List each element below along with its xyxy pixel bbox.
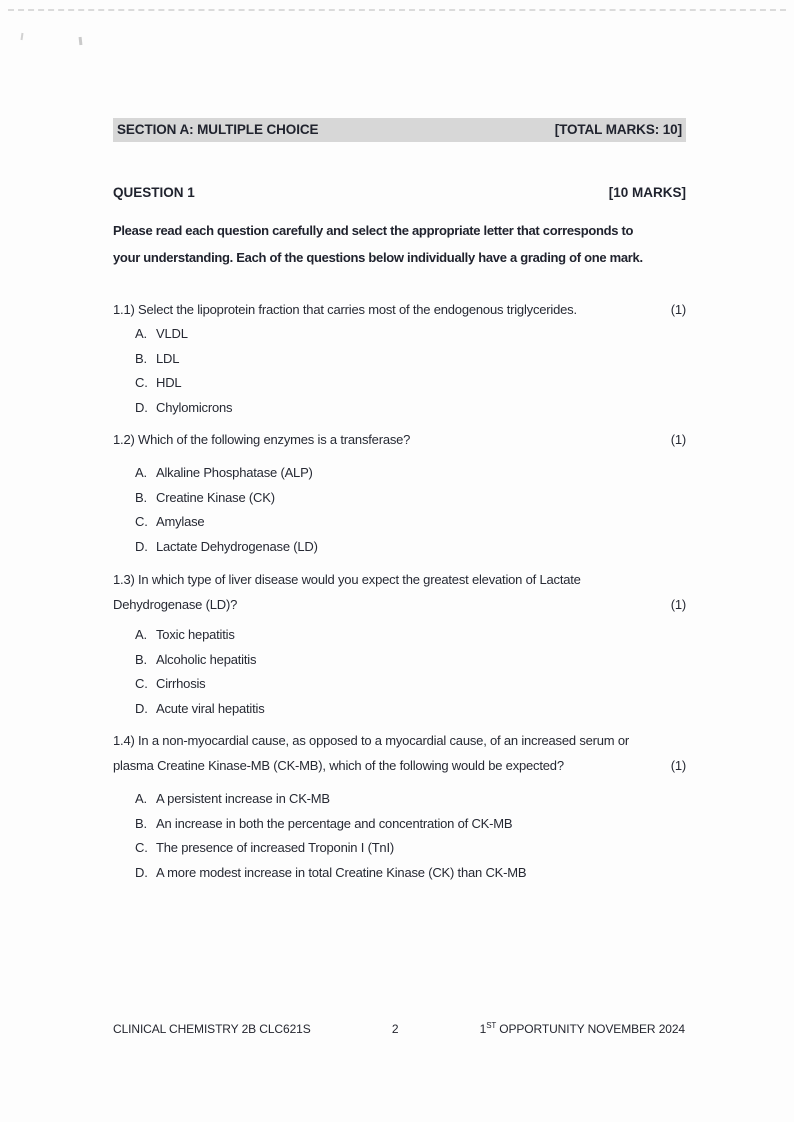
option-row <box>135 697 686 722</box>
marks-label: (1) <box>670 597 686 612</box>
options-list <box>135 787 686 885</box>
scan-artifact-speck <box>79 37 83 45</box>
option-row <box>135 861 686 886</box>
instructions <box>113 217 686 271</box>
footer-opportunity-ordinal: ST <box>486 1021 497 1030</box>
option-row <box>135 486 686 511</box>
option-letter: A. <box>135 326 147 341</box>
option-row <box>135 396 686 421</box>
option-text: Toxic hepatitis <box>156 627 235 642</box>
page-footer <box>113 1022 685 1036</box>
option-text: Chylomicrons <box>156 399 233 415</box>
option-letter: A. <box>135 627 147 642</box>
option-letter: D. <box>135 399 148 415</box>
option-letter: C. <box>135 375 148 390</box>
question-stem <box>113 567 686 617</box>
option-row <box>135 812 686 837</box>
question-title: QUESTION 1 <box>113 185 195 200</box>
scan-artifact-speck <box>21 33 24 40</box>
option-row <box>135 535 686 560</box>
option-text: An increase in both the percentage and concentration of CK-MB <box>156 815 513 831</box>
options-list <box>135 322 686 420</box>
option-letter: C. <box>135 676 148 691</box>
stem-line: 1.3) In which type of liver disease would you expect the greatest elevation of Lactate <box>113 572 581 587</box>
option-text: A persistent increase in CK-MB <box>156 791 330 806</box>
option-row <box>135 371 686 396</box>
footer-opportunity-number: 1 <box>479 1022 487 1036</box>
option-letter: A. <box>135 791 147 806</box>
question-block-1-2 <box>113 427 686 559</box>
stem-line: 1.2) Which of the following enzymes is a transferase? <box>113 432 411 447</box>
option-text: Amylase <box>156 514 205 529</box>
question-stem <box>113 728 686 778</box>
marks-label: (1) <box>670 302 686 317</box>
footer-opportunity <box>480 1022 685 1036</box>
footer-opportunity-text: OPPORTUNITY NOVEMBER 2024 <box>499 1022 685 1036</box>
option-text: LDL <box>156 350 180 366</box>
section-header-bar <box>113 118 686 142</box>
option-row <box>135 836 686 861</box>
option-text: Cirrhosis <box>156 676 206 691</box>
section-total-marks: [TOTAL MARKS: 10] <box>554 122 682 137</box>
option-text: A more modest increase in total Creatine Kinase (CK) than CK-MB <box>156 864 527 880</box>
option-text: VLDL <box>156 326 188 341</box>
option-row <box>135 648 686 673</box>
stem-line: Dehydrogenase (LD)? <box>113 597 238 612</box>
option-text: Alcoholic hepatitis <box>156 651 257 667</box>
option-letter: B. <box>135 815 147 831</box>
option-row <box>135 347 686 372</box>
option-text: Lactate Dehydrogenase (LD) <box>156 538 318 554</box>
option-row <box>135 510 686 535</box>
option-row <box>135 322 686 347</box>
option-row <box>135 623 686 648</box>
option-text: HDL <box>156 375 182 390</box>
instruction-line: your understanding. Each of the questions below individually have a grading of one mark. <box>113 250 643 265</box>
marks-label: (1) <box>670 758 686 773</box>
question-marks: [10 MARKS] <box>608 185 686 200</box>
option-row <box>135 672 686 697</box>
option-letter: B. <box>135 350 147 366</box>
option-text: Acute viral hepatitis <box>156 700 265 716</box>
page-content <box>113 0 686 885</box>
option-row <box>135 461 686 486</box>
option-letter: A. <box>135 465 147 480</box>
footer-page-number: 2 <box>391 1022 399 1036</box>
option-row <box>135 787 686 812</box>
stem-line: plasma Creatine Kinase-MB (CK-MB), which of the following would be expected? <box>113 758 564 773</box>
question-header <box>113 185 686 200</box>
footer-course-code: CLINICAL CHEMISTRY 2B CLC621S <box>113 1022 311 1036</box>
question-block-1-3 <box>113 567 686 721</box>
option-letter: D. <box>135 538 148 554</box>
option-letter: D. <box>135 864 148 880</box>
section-title: SECTION A: MULTIPLE CHOICE <box>117 122 319 137</box>
option-text: Alkaline Phosphatase (ALP) <box>156 465 313 480</box>
option-letter: B. <box>135 651 147 667</box>
option-letter: C. <box>135 840 148 855</box>
question-block-1-4 <box>113 728 686 885</box>
option-text: The presence of increased Troponin I (TnI) <box>156 840 395 855</box>
options-list <box>135 461 686 559</box>
stem-line: 1.1) Select the lipoprotein fraction that carries most of the endogenous triglycerides. <box>113 302 577 317</box>
instruction-line: Please read each question carefully and select the appropriate letter that corresponds to <box>113 223 634 238</box>
stem-line: 1.4) In a non-myocardial cause, as opposed to a myocardial cause, of an increased serum or <box>113 733 630 748</box>
option-letter: C. <box>135 514 148 529</box>
question-stem <box>113 297 686 322</box>
option-letter: B. <box>135 489 147 505</box>
option-letter: D. <box>135 700 148 716</box>
question-stem <box>113 427 686 452</box>
option-text: Creatine Kinase (CK) <box>156 489 275 505</box>
options-list <box>135 623 686 721</box>
marks-label: (1) <box>670 432 686 447</box>
question-block-1-1 <box>113 297 686 420</box>
